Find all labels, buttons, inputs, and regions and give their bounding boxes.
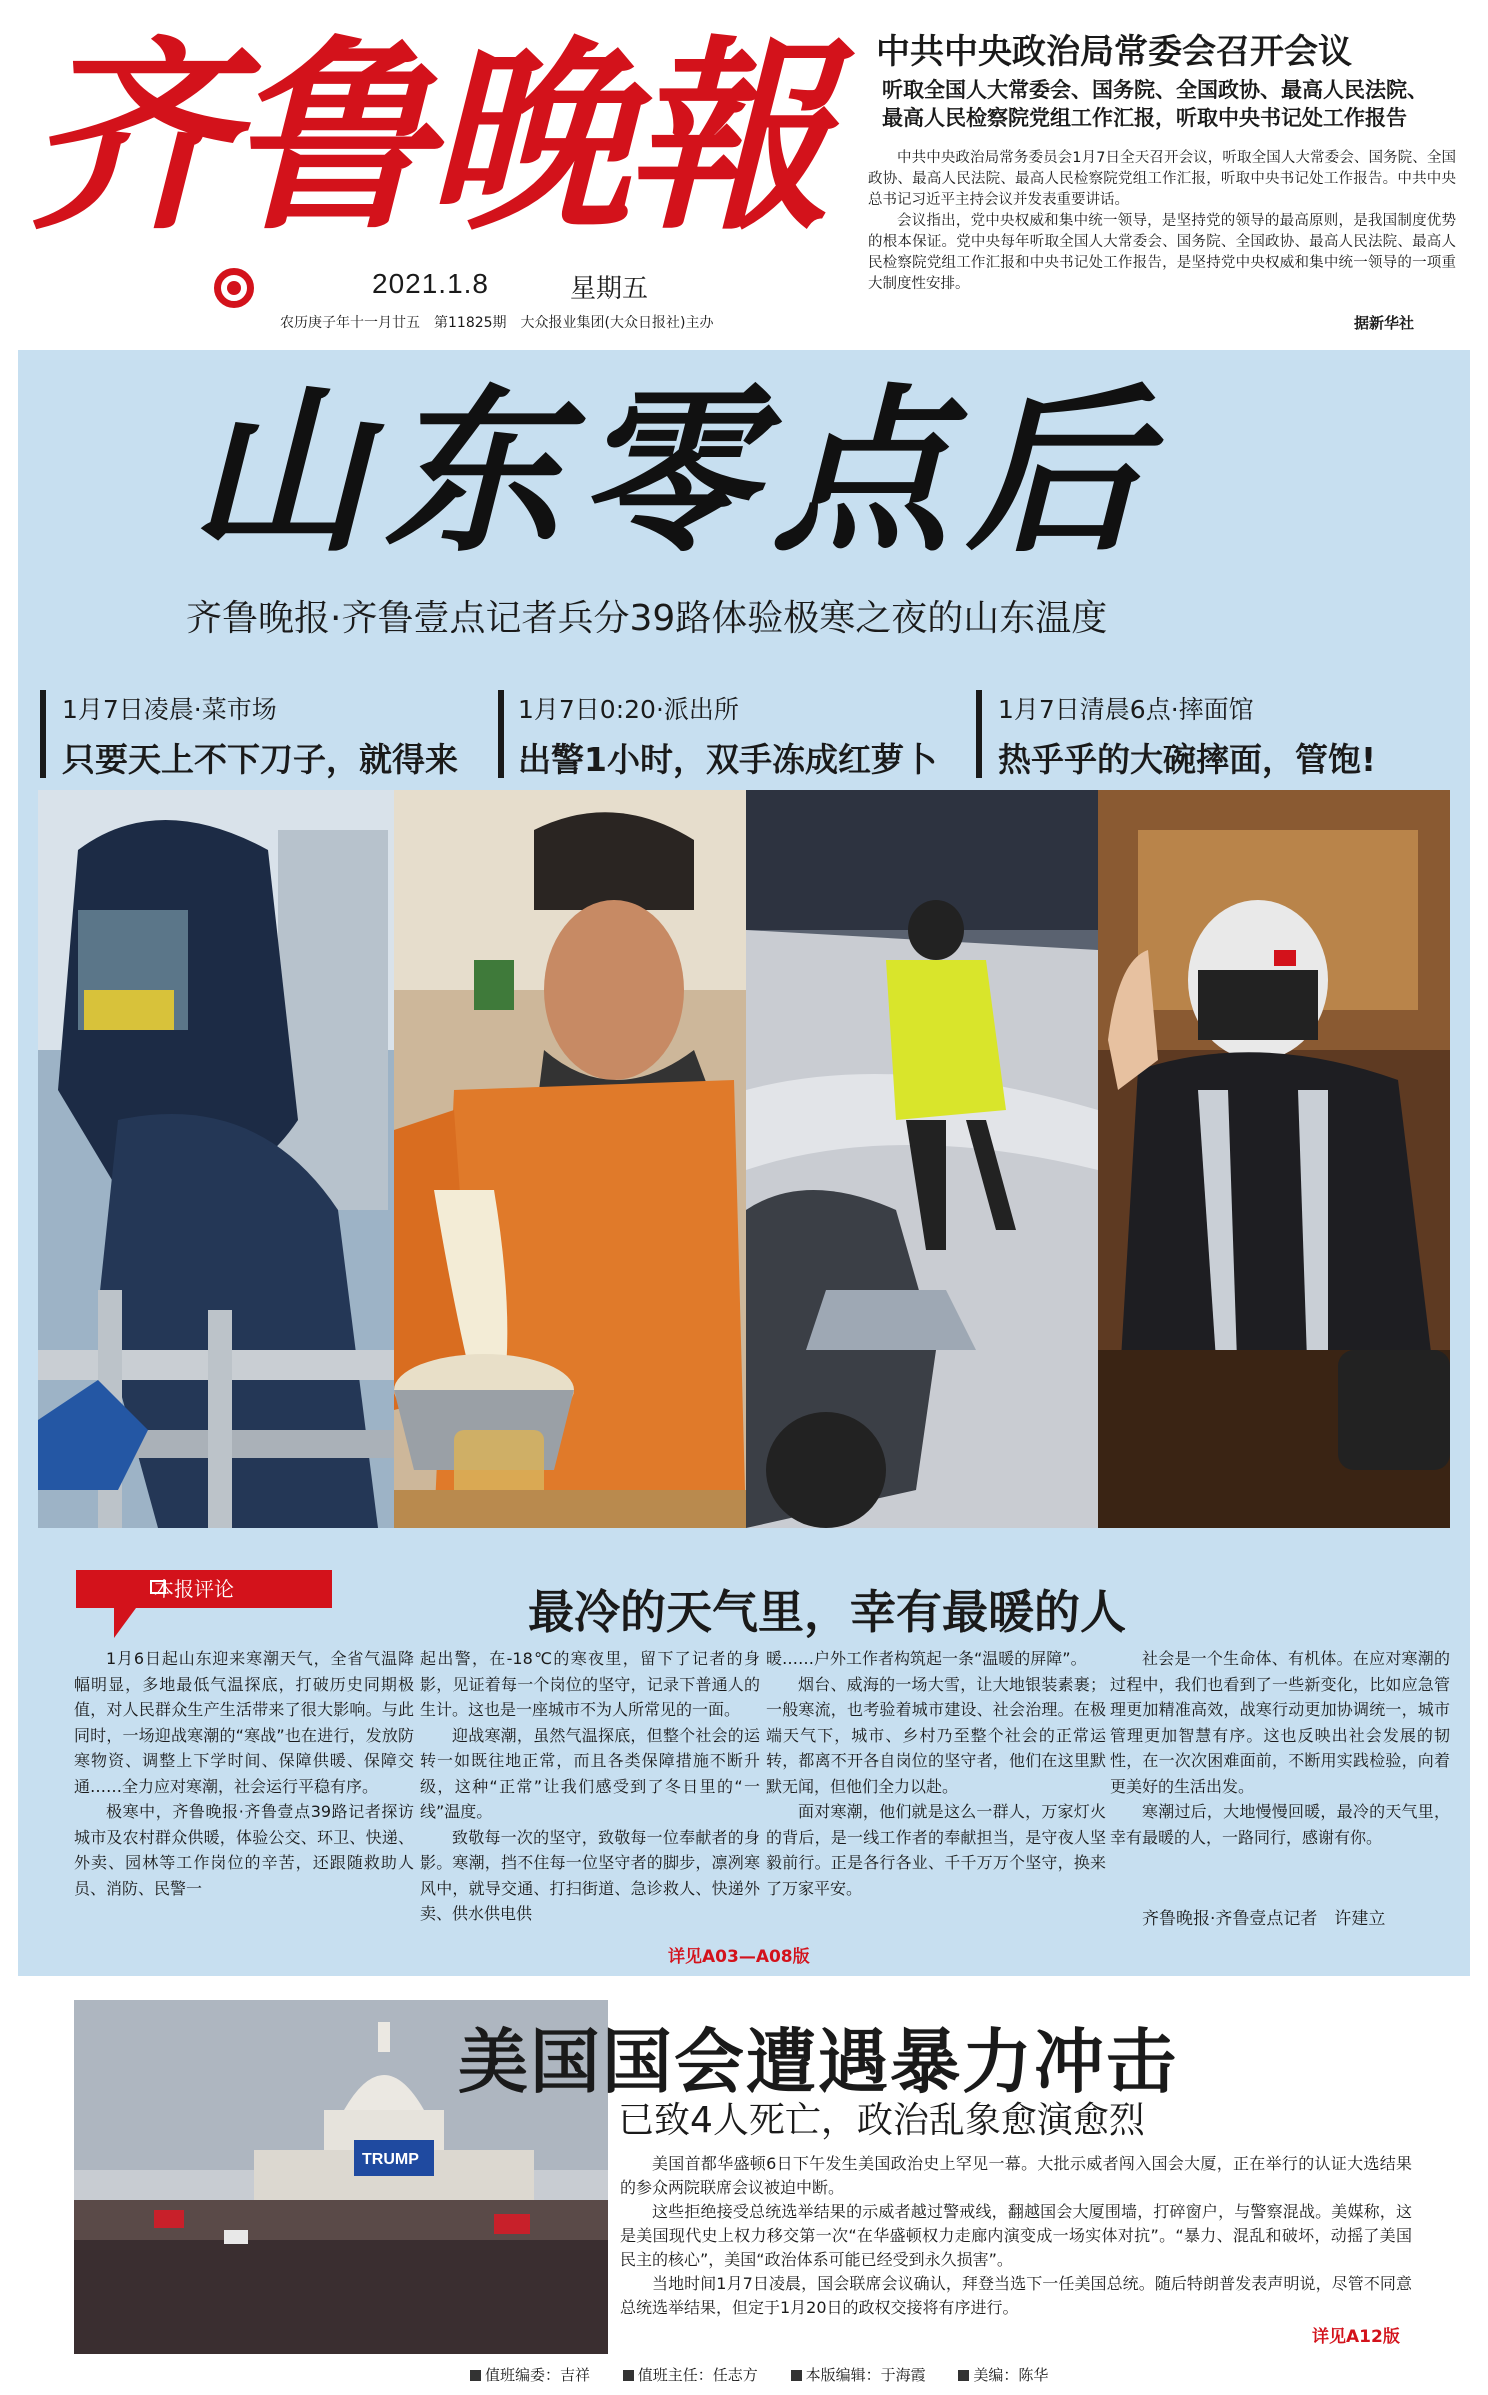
newspaper-icon <box>150 1580 166 1594</box>
capitol-paragraph: 当地时间1月7日凌晨，国会联席会议确认，拜登当选下一任美国总统。随后特朗普发表声明说，尽管不同意总统选举结果，但定于1月20日的政权交接将有序进行。 <box>620 2274 1412 2317</box>
capitol-page-ref[interactable]: 详见A12版 <box>1312 2327 1400 2347</box>
top-news-paragraph: 中共中央政治局常务委员会1月7日全天召开会议，听取全国人大常委会、国务院、全国政协、最高人民法院、最高人民检察院党组工作汇报，听取中央书记处工作报告。中共中央总书记习近平主持会议并发表重要讲话。 <box>868 150 1456 208</box>
capitol-paragraph: 美国首都华盛顿6日下午发生美国政治史上罕见一幕。大批示威者闯入国会大厦，正在举行的认证大选结果的参众两院联席会议被迫中断。 <box>620 2154 1412 2197</box>
commentary-column-4 <box>1110 1646 1450 1850</box>
footer-credit: 本版编辑：于海霞 <box>791 2366 926 2384</box>
commentary-tag-label: 本报评论 <box>154 1577 234 1601</box>
feature-column-headline[interactable]: 热乎乎的大碗摔面，管饱! <box>998 740 1377 779</box>
column-divider <box>40 690 46 778</box>
feature-subtitle: 齐鲁晚报·齐鲁壹点记者兵分39路体验极寒之夜的山东温度 <box>186 598 1108 639</box>
issue-info: 农历庚子年十一月廿五 第11825期 大众报业集团(大众日报社)主办 <box>280 315 714 331</box>
column-divider <box>498 690 504 778</box>
capitol-body <box>620 2152 1412 2320</box>
commentary-tag <box>76 1570 332 1608</box>
commentary-byline: 齐鲁晚报·齐鲁壹点记者 许建立 <box>1142 1909 1386 1929</box>
capitol-headline[interactable]: 美国国会遭遇暴力冲击 <box>458 2021 1178 2103</box>
photo-delivery-rider <box>1098 790 1450 1528</box>
issue-weekday: 星期五 <box>570 274 649 304</box>
commentary-page-ref[interactable]: 详见A03—A08版 <box>668 1947 810 1967</box>
commentary-paragraph: 暖……户外工作者构筑起一条“温暖的屏障”。 <box>766 1649 1087 1668</box>
footer-credit: 值班主任：任志方 <box>623 2366 758 2384</box>
commentary-headline[interactable]: 最冷的天气里，幸有最暖的人 <box>528 1585 1126 1639</box>
feature-column-date: 1月7日0:20·派出所 <box>518 695 739 724</box>
feature-title: 山东零点后 <box>190 367 1160 576</box>
footer-credits <box>470 2364 1076 2385</box>
photo-police-officer <box>746 790 1098 1528</box>
top-news-subheadline-1: 听取全国人大常委会、国务院、全国政协、最高人民法院、 <box>882 78 1428 102</box>
commentary-paragraph: 寒潮过后，大地慢慢回暖，最冷的天气里，幸有最暖的人，一路同行，感谢有你。 <box>1110 1802 1450 1847</box>
trump-flag-text: TRUMP <box>362 2151 419 2168</box>
top-news-headline[interactable]: 中共中央政治局常委会召开会议 <box>876 32 1352 72</box>
top-news-body <box>868 148 1456 295</box>
commentary-paragraph: 极寒中，齐鲁晚报·齐鲁壹点39路记者探访城市及农村群众供暖，体验公交、环卫、快递、外卖、园林等工作岗位的辛苦，还跟随救助人员、消防、民警一 <box>74 1802 414 1898</box>
capitol-paragraph: 这些拒绝接受总统选举结果的示威者越过警戒线，翻越国会大厦围墙，打碎窗户，与警察混战。美媒称，这是美国现代史上权力移交第一次“在华盛顿权力走廊内演变成一场实体对抗”。“暴力、混乱和破坏，动摇了美国民主的核心”，美国“政治体系可能已经受到永久损害”。 <box>620 2202 1412 2269</box>
commentary-paragraph: 致敬每一次的坚守，致敬每一位奉献者的身影。寒潮，挡不住每一位坚守者的脚步，凛冽寒风中，就导交通、打扫街道、急诊救人、快递外卖、供水供电供 <box>420 1827 760 1923</box>
feature-column-date: 1月7日凌晨·菜市场 <box>62 695 277 724</box>
commentary-paragraph: 1月6日起山东迎来寒潮天气，全省气温降幅明显，多地最低气温探底，打破历史同期极值，对人民群众生产生活带来了很大影响。与此同时，一场迎战寒潮的“寒战”也在进行，发放防寒物资、调整上下学时间、保障供暖、保障交通……全力应对寒潮，社会运行平稳有序。 <box>74 1649 414 1796</box>
commentary-paragraph: 面对寒潮，他们就是这么一群人，万家灯火的背后，是一线工作者的奉献担当，是守夜人坚毅前行。正是各行各业、千千万万个坚守，换来了万家平安。 <box>766 1802 1106 1898</box>
commentary-column-2 <box>420 1646 760 1927</box>
commentary-paragraph: 起出警，在-18℃的寒夜里，留下了记者的身影，见证着每一个岗位的坚守，记录下普通人的生计。这也是一座城市不为人所常见的一面。 <box>420 1649 760 1719</box>
commentary-column-1 <box>74 1646 414 1901</box>
commentary-paragraph: 社会是一个生命体、有机体。在应对寒潮的过程中，我们也看到了一些新变化，比如应急管理更加精准高效，战寒行动更加协调统一，城市管理更加智慧有序。这也反映出社会发展的韧性，在一次次困难面前，不断用实践检验，向着更美好的生活出发。 <box>1110 1649 1450 1796</box>
newspaper-logo-icon <box>214 268 254 308</box>
footer-credit: 值班编委：吉祥 <box>470 2366 590 2384</box>
capitol-subheadline: 已致4人死亡，政治乱象愈演愈烈 <box>618 2100 1145 2141</box>
feature-column-date: 1月7日清晨6点·摔面馆 <box>998 695 1254 724</box>
photo-market-worker <box>38 790 394 1528</box>
top-news-paragraph: 会议指出，党中央权威和集中统一领导，是坚持党的领导的最高原则，是我国制度优势的根本保证。党中央每年听取全国人大常委会、国务院、全国政协、最高人民法院、最高人民检察院党组工作汇报和中央书记处工作报告，是坚持党中央权威和集中统一领导的一项重大制度性安排。 <box>868 213 1456 292</box>
column-divider <box>976 690 982 778</box>
masthead-title: 齐鲁晚報 <box>28 18 824 258</box>
top-news-source: 据新华社 <box>1354 314 1415 332</box>
commentary-paragraph: 烟台、威海的一场大雪，让大地银装素裹；一般寒流，也考验着城市建设、社会治理。在极端天气下，城市、乡村乃至整个社会的正常运转，都离不开各自岗位的坚守者，他们在这里默默无闻，但他们全力以赴。 <box>766 1674 1106 1796</box>
top-news-subheadline-2: 最高人民检察院党组工作汇报，听取中央书记处工作报告 <box>882 106 1407 130</box>
issue-date: 2021.1.8 <box>372 268 489 299</box>
photo-noodle-worker <box>394 790 746 1528</box>
footer-credit: 美编：陈华 <box>958 2366 1048 2384</box>
feature-column-headline[interactable]: 只要天上不下刀子，就得来 <box>62 740 458 779</box>
feature-column-headline[interactable]: 出警1小时，双手冻成红萝卜 <box>518 740 937 779</box>
commentary-paragraph: 迎战寒潮，虽然气温探底，但整个社会的运转一如既往地正常，而且各类保障措施不断升级，这种“正常”让我们感受到了冬日里的“一线”温度。 <box>420 1725 760 1821</box>
commentary-column-3 <box>766 1646 1106 1901</box>
